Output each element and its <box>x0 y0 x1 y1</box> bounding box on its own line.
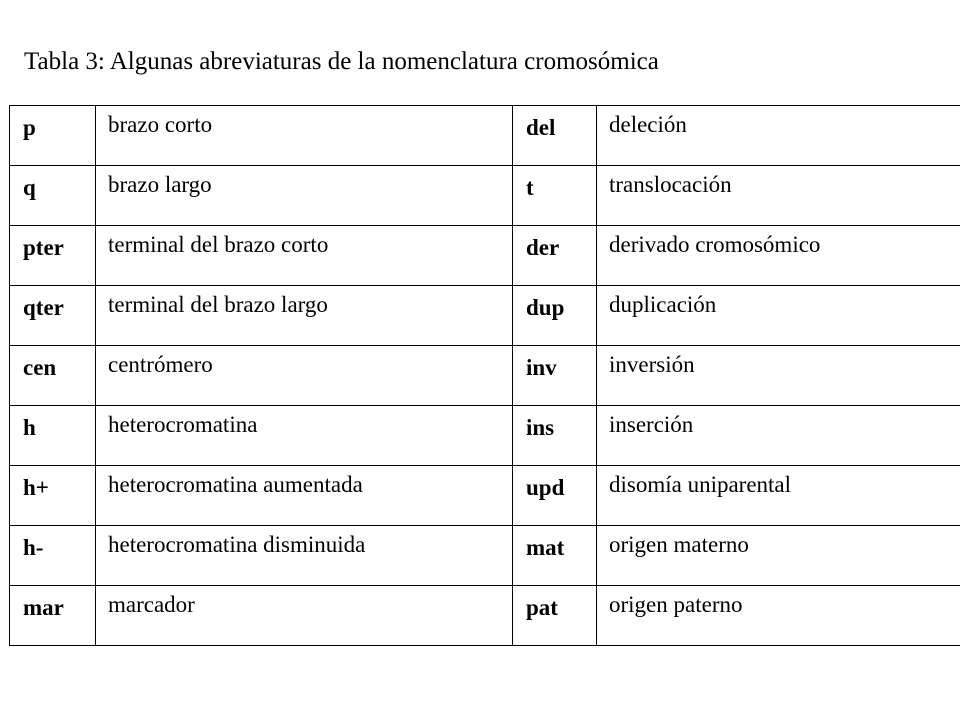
right-code-cell: ins <box>513 406 597 466</box>
table-row <box>10 586 960 646</box>
left-code-cell: h- <box>10 526 96 586</box>
right-code-cell: mat <box>513 526 597 586</box>
left-meaning-cell: brazo largo <box>96 166 513 226</box>
left-meaning-cell: heterocromatina aumentada <box>96 466 513 526</box>
table-row <box>10 106 960 166</box>
right-code-cell: upd <box>513 466 597 526</box>
left-meaning-cell: heterocromatina disminuida <box>96 526 513 586</box>
right-meaning-cell: disomía uniparental <box>597 466 960 526</box>
left-meaning-cell: terminal del brazo corto <box>96 226 513 286</box>
right-code-cell: dup <box>513 286 597 346</box>
right-meaning-cell: deleción <box>597 106 960 166</box>
left-code-cell: cen <box>10 346 96 406</box>
right-meaning-cell: duplicación <box>597 286 960 346</box>
right-meaning-cell: inversión <box>597 346 960 406</box>
right-code-cell: inv <box>513 346 597 406</box>
left-code-cell: pter <box>10 226 96 286</box>
table-row <box>10 526 960 586</box>
left-code-cell: mar <box>10 586 96 646</box>
right-code-cell: del <box>513 106 597 166</box>
table-caption: Tabla 3: Algunas abreviaturas de la nomenclatura cromosómica <box>24 48 659 75</box>
table-row <box>10 346 960 406</box>
table-row <box>10 226 960 286</box>
left-meaning-cell: centrómero <box>96 346 513 406</box>
left-meaning-cell: heterocromatina <box>96 406 513 466</box>
left-meaning-cell: terminal del brazo largo <box>96 286 513 346</box>
right-meaning-cell: inserción <box>597 406 960 466</box>
table-row <box>10 466 960 526</box>
left-code-cell: qter <box>10 286 96 346</box>
left-meaning-cell: brazo corto <box>96 106 513 166</box>
table-row <box>10 166 960 226</box>
left-code-cell: h <box>10 406 96 466</box>
right-code-cell: der <box>513 226 597 286</box>
table-row <box>10 286 960 346</box>
right-meaning-cell: translocación <box>597 166 960 226</box>
right-meaning-cell: derivado cromosómico <box>597 226 960 286</box>
right-code-cell: t <box>513 166 597 226</box>
right-meaning-cell: origen paterno <box>597 586 960 646</box>
left-code-cell: q <box>10 166 96 226</box>
abbreviations-table <box>9 105 960 646</box>
right-meaning-cell: origen materno <box>597 526 960 586</box>
table-row <box>10 406 960 466</box>
left-code-cell: h+ <box>10 466 96 526</box>
left-code-cell: p <box>10 106 96 166</box>
right-code-cell: pat <box>513 586 597 646</box>
left-meaning-cell: marcador <box>96 586 513 646</box>
